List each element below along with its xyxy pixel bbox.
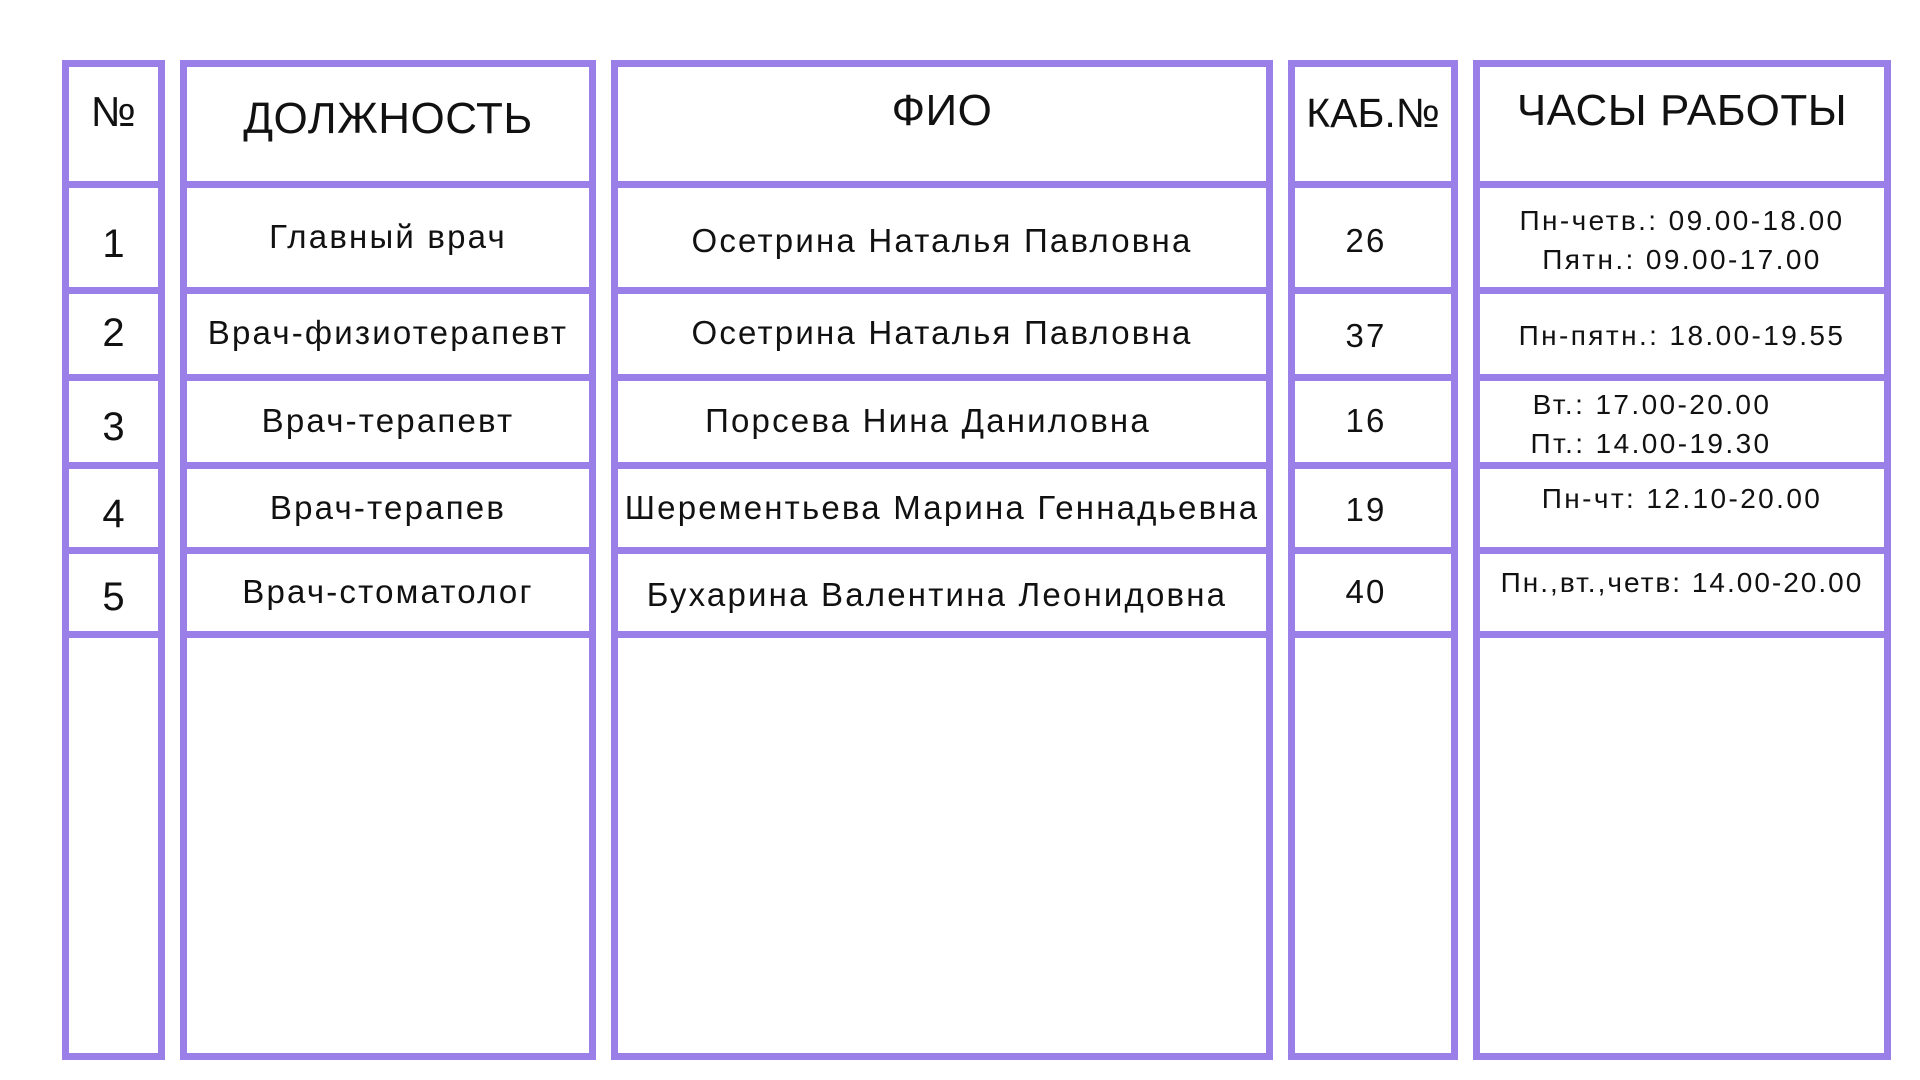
- cell-number-2: 2: [102, 311, 125, 355]
- cell-name-3: Порсева Нина Даниловна: [705, 402, 1151, 439]
- row-divider: [1288, 287, 1458, 294]
- hours-column: [1473, 60, 1891, 1060]
- cell-room-3: 16: [1345, 402, 1387, 439]
- cell-hours-4: [1480, 479, 1884, 518]
- cell-room-1: 26: [1345, 222, 1387, 259]
- cell-number-4: 4: [102, 492, 125, 536]
- row-divider: [1473, 631, 1891, 638]
- cell-name-2: Осетрина Наталья Павловна: [691, 314, 1193, 351]
- row-divider: [1473, 547, 1891, 554]
- hours-line: Пн.,вт.,четв: 14.00-20.00: [1500, 567, 1864, 598]
- cell-hours-5: [1480, 563, 1884, 602]
- row-divider: [62, 631, 165, 638]
- room-column: [1288, 60, 1458, 1060]
- hours-line: Пн-чт: 12.10-20.00: [1541, 483, 1823, 514]
- row-divider: [1288, 631, 1458, 638]
- cell-room-5: 40: [1345, 573, 1387, 610]
- row-divider: [611, 287, 1273, 294]
- row-divider: [1473, 287, 1891, 294]
- position-column: [180, 60, 596, 1060]
- cell-position-5: Врач-стоматолог: [242, 573, 534, 610]
- header-number: №: [90, 88, 137, 135]
- row-divider: [62, 462, 165, 469]
- row-divider: [611, 547, 1273, 554]
- header-room: КАБ.№: [1306, 90, 1440, 136]
- row-divider: [62, 547, 165, 554]
- row-divider: [180, 374, 596, 381]
- hours-line: Пн-четв.: 09.00-18.00: [1519, 205, 1845, 236]
- hours-line: Пн-пятн.: 18.00-19.55: [1518, 320, 1846, 351]
- row-divider: [611, 181, 1273, 188]
- hours-line: Пт.: 14.00-19.30: [1530, 428, 1772, 459]
- row-divider: [1288, 374, 1458, 381]
- cell-name-5: Бухарина Валентина Леонидовна: [646, 576, 1228, 613]
- row-divider: [62, 181, 165, 188]
- header-name: ФИО: [891, 86, 993, 135]
- row-divider: [180, 631, 596, 638]
- row-divider: [180, 462, 596, 469]
- cell-room-2: 37: [1345, 317, 1387, 354]
- cell-hours-2: [1480, 316, 1884, 355]
- row-divider: [1288, 547, 1458, 554]
- row-divider: [611, 631, 1273, 638]
- cell-position-4: Врач-терапев: [269, 489, 507, 526]
- number-column: [62, 60, 165, 1060]
- row-divider: [611, 374, 1273, 381]
- row-divider: [180, 547, 596, 554]
- hours-line: Вт.: 17.00-20.00: [1532, 389, 1772, 420]
- cell-position-1: Главный врач: [269, 218, 507, 255]
- row-divider: [611, 462, 1273, 469]
- row-divider: [1473, 374, 1891, 381]
- cell-number-1: 1: [102, 222, 125, 266]
- name-column: [611, 60, 1273, 1060]
- cell-position-3: Врач-терапевт: [261, 402, 515, 439]
- row-divider: [1473, 462, 1891, 469]
- header-position: ДОЛЖНОСТЬ: [243, 94, 533, 143]
- row-divider: [1473, 181, 1891, 188]
- row-divider: [62, 374, 165, 381]
- row-divider: [1288, 462, 1458, 469]
- cell-number-3: 3: [102, 405, 125, 449]
- row-divider: [180, 181, 596, 188]
- row-divider: [1288, 181, 1458, 188]
- cell-name-4: Шерементьева Марина Геннадьевна: [624, 489, 1260, 526]
- cell-name-1: Осетрина Наталья Павловна: [691, 222, 1193, 259]
- cell-position-2: Врач-физиотерапевт: [207, 314, 569, 351]
- cell-hours-1: [1480, 201, 1884, 279]
- hours-line: Пятн.: 09.00-17.00: [1542, 244, 1822, 275]
- cell-room-4: 19: [1345, 491, 1387, 528]
- cell-number-5: 5: [102, 575, 125, 619]
- row-divider: [180, 287, 596, 294]
- header-hours: ЧАСЫ РАБОТЫ: [1516, 86, 1848, 135]
- row-divider: [62, 287, 165, 294]
- cell-hours-3: [1480, 385, 1884, 463]
